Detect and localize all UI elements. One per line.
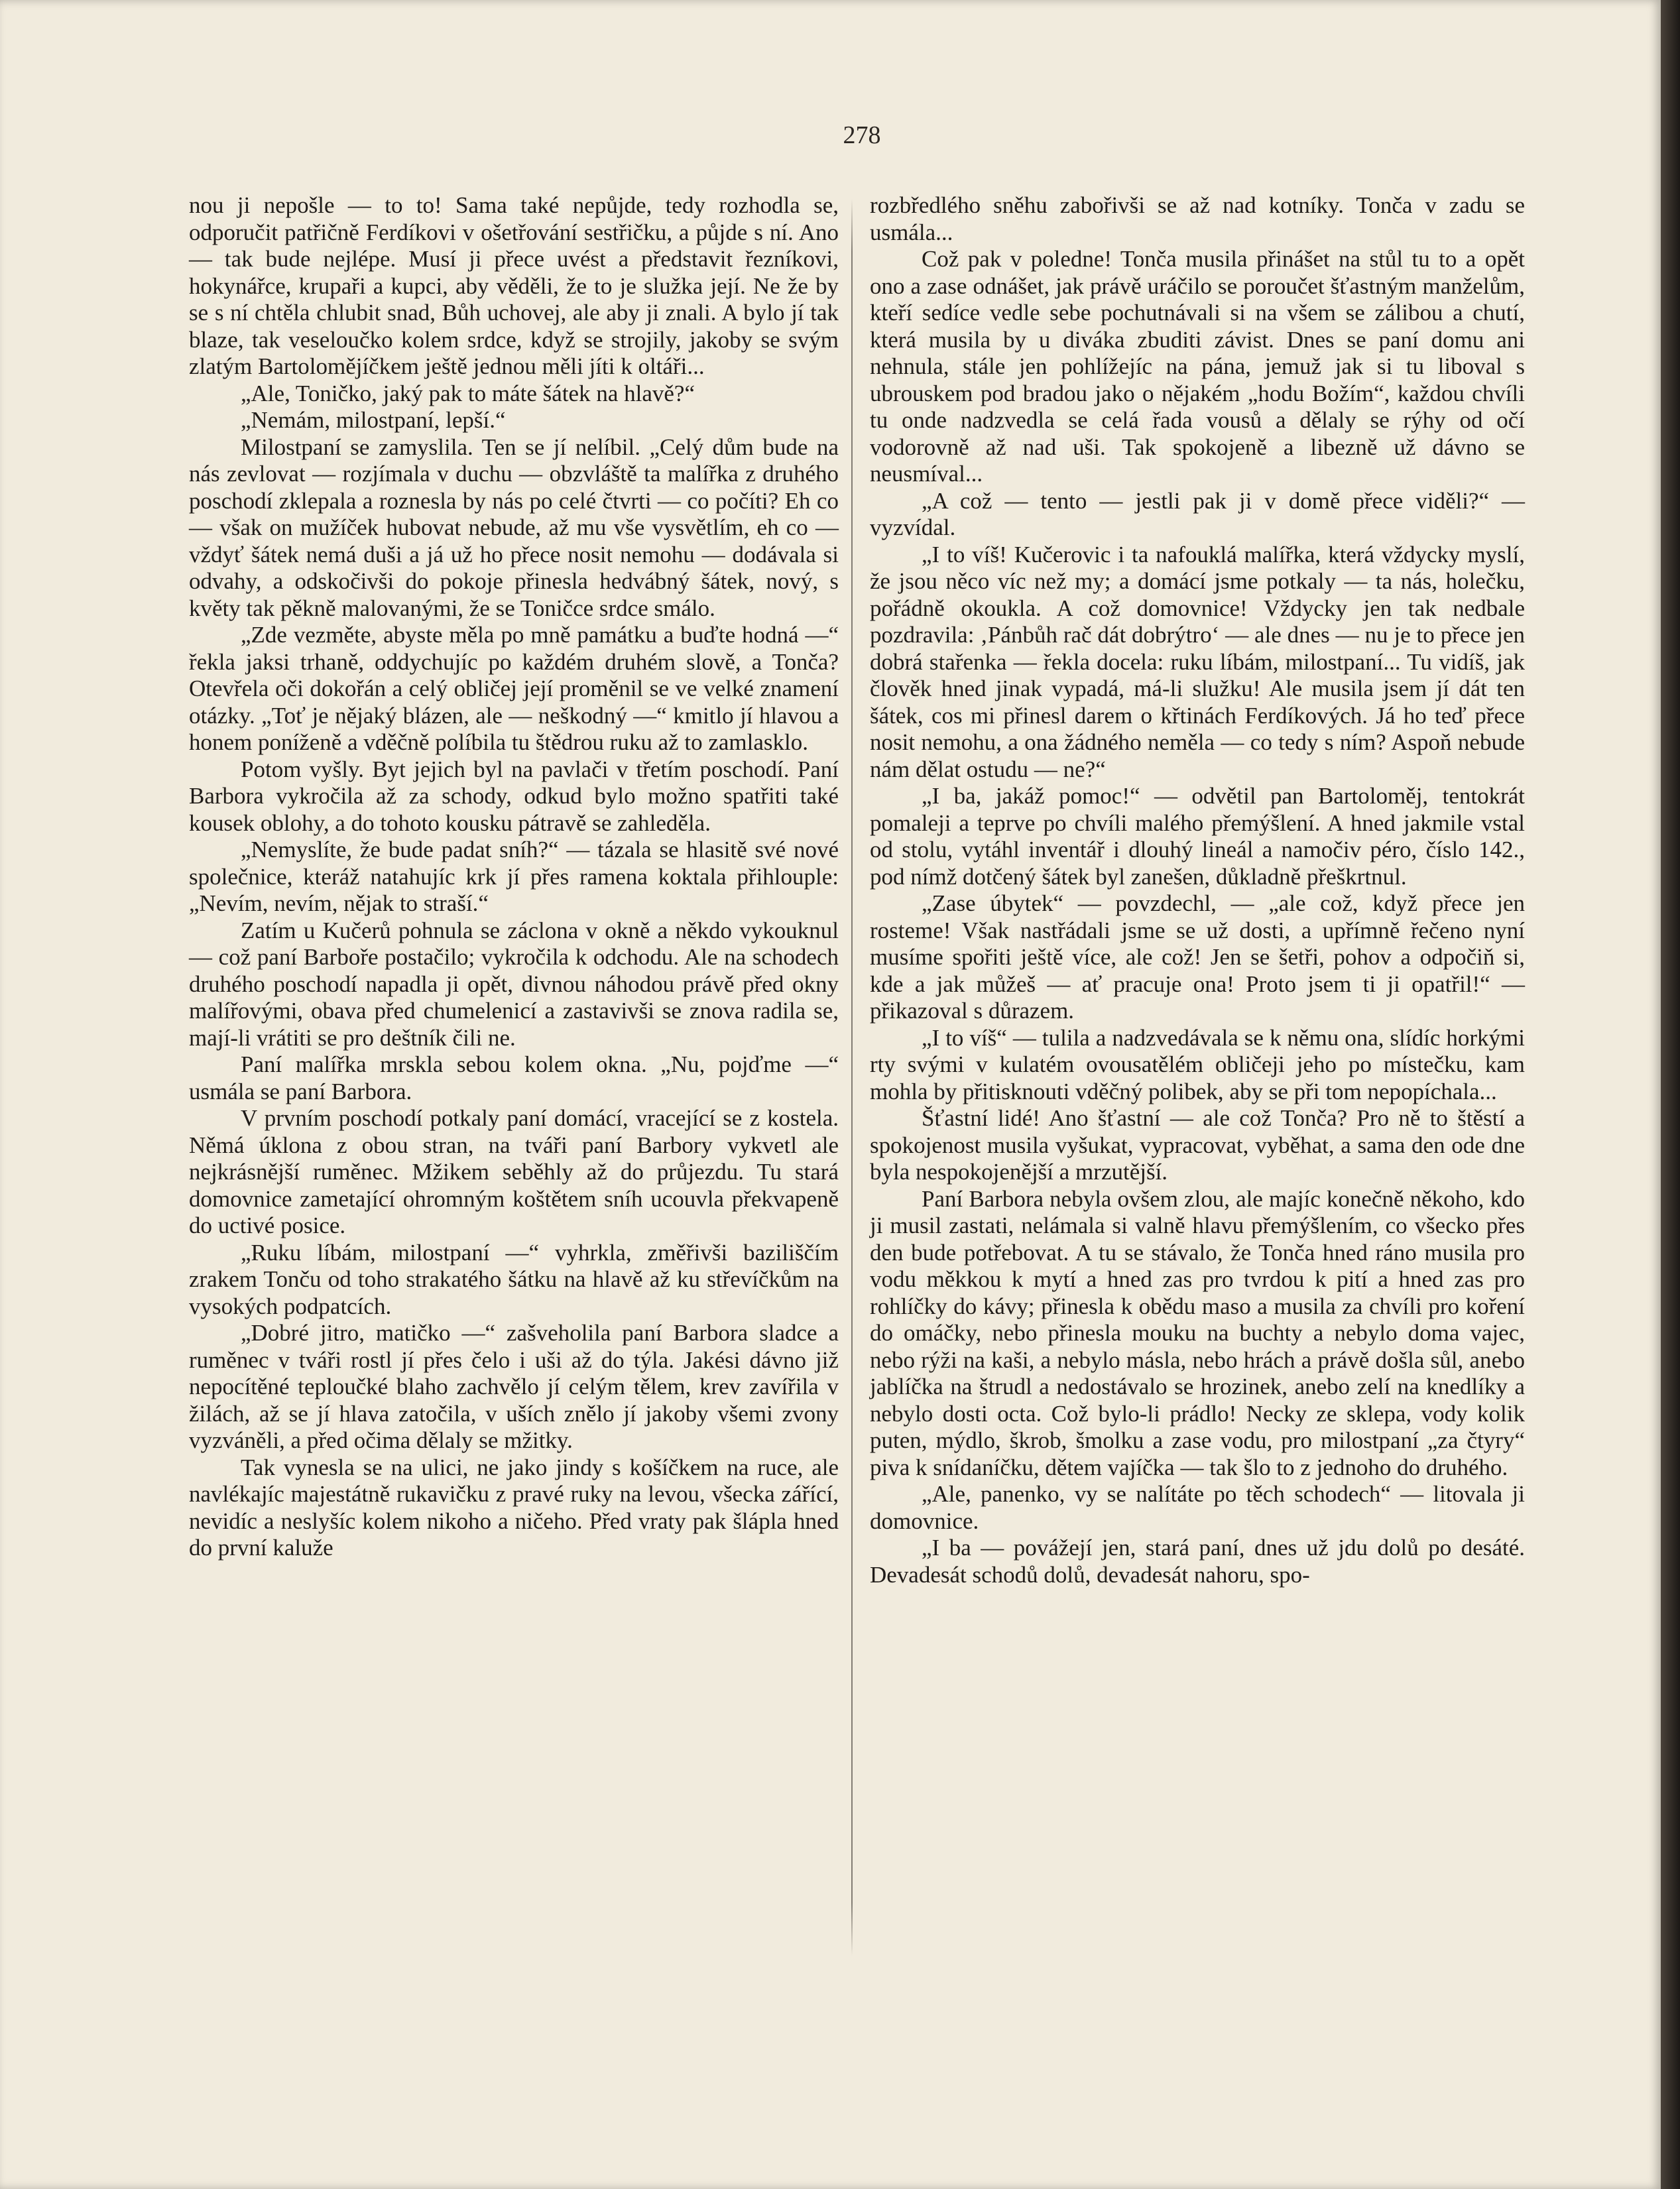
paragraph: Zatím u Kučerů pohnula se záclona v okně a někdo vykouknul — což paní Barboře postačilo; vykročila k odchodu. Ale na schodech druhého poschodí napadla ji opět, divnou náhodou právě před okny malířovými, obava před chumelenicí a zastavivši se znova radila se, mají-li vrátiti se pro deštník čili ne. (189, 917, 839, 1051)
paragraph: „Nemyslíte, že bude padat sníh?“ — tázala se hlasitě své nové společnice, kteráž natahujíc krk jí přes ramena koktala přihlouple: „Nevím, nevím, nějak to straší.“ (189, 837, 839, 916)
column-divider (851, 199, 853, 1956)
paragraph: nou ji nepošle — to to! Sama také nepůjde, tedy rozhodla se, odporučit patřičně Ferdíkovi v ošetřování sestřičku, a půjde s ní. Ano — tak bude nejlépe. Musí ji přece uvést a představit řezníkovi, hokynářce, krupaři a kupci, aby věděli, že to je služka její. Ne že by se s ní chtěla chlubit snad, Bůh uchovej, ale aby ji znali. A bylo jí tak blaze, tak veseloučko kolem srdce, když se strojily, jakoby se svým zlatým Bartolomějíčkem ještě jednou měli jíti k oltáři... (189, 192, 839, 379)
paragraph: „Zde vezměte, abyste měla po mně památku a buďte hodná —“ řekla jaksi trhaně, oddychujíc po každém druhém slově, a Tonča? Otevřela oči dokořán a celý obličej její proměnil se ve velké znamení otázky. „Toť je nějaký blázen, ale — neškodný —“ kmitlo jí hlavou a honem poníženě a vděčně políbila tu štědrou ruku až to zamlasklo. (189, 622, 839, 755)
paragraph: „I ba, jakáž pomoc!“ — odvětil pan Bartoloměj, tentokrát pomaleji a teprve po chvíli malého přemýšlení. A hned jakmile vstal od stolu, vytáhl inventář i dlouhý lineál a namočiv péro, číslo 142., pod nímž dotčený šátek byl zanešen, důkladně přeškrtnul. (870, 783, 1525, 890)
paragraph: Paní malířka mrskla sebou kolem okna. „Nu, pojďme —“ usmála se paní Barbora. (189, 1051, 839, 1104)
page-edge (1661, 0, 1680, 2189)
paragraph: V prvním poschodí potkaly paní domácí, vracející se z kostela. Němá úklona z obou stran, na tváři paní Barbory vykvetl ale nejkrásnější ruměnec. Mžikem seběhly až do průjezdu. Tu stará domovnice zametající ohromným koštětem sníh ucouvla překvapeně do uctivé posice. (189, 1105, 839, 1238)
paragraph: rozbředlého sněhu zabořivši se až nad kotníky. Tonča v zadu se usmála... (870, 192, 1525, 245)
right-text-column (870, 192, 1525, 1588)
paragraph: „A což — tento — jestli pak ji v domě přece viděli?“ — vyzvídal. (870, 487, 1525, 540)
paragraph: Potom vyšly. Byt jejich byl na pavlači v třetím poschodí. Paní Barbora vykročila až za schody, odkud bylo možno spatřiti také kousek oblohy, a do tohoto kousku pátravě se zahleděla. (189, 756, 839, 836)
paragraph: „Nemám, milostpaní, lepší.“ (241, 407, 506, 433)
left-text-column (189, 192, 839, 1562)
paragraph: Šťastní lidé! Ano šťastní — ale což Tonča? Pro ně to štěstí a spokojenost musila vyšukat, vypracovat, vyběhat, a sama den ode dne byla nespokojenější a mrzutější. (870, 1105, 1525, 1185)
paragraph: „Ale, Toničko, jaký pak to máte šátek na hlavě?“ (241, 380, 695, 406)
paragraph: „Ale, panenko, vy se nalítáte po těch schodech“ — litovala ji domovnice. (870, 1481, 1525, 1534)
paragraph: „Dobré jitro, matičko —“ zašveholila paní Barbora sladce a ruměnec v tváři rostl jí přes čelo i uši až do týla. Jakési dávno již nepocítěné teploučké blaho zachvělo jí celým tělem, krev zavířila v žilách, až se jí hlava zatočila, v uších znělo jí jakoby všemi zvony vyzváněli, a před očima dělaly se mžitky. (189, 1320, 839, 1453)
paragraph: „Ruku líbám, milostpaní —“ vyhrkla, změřivši bazilišč​ím zrakem Tonču od toho strakatého šátku na hlavě až ku střevíčkům na vysokých podpatcích. (189, 1239, 839, 1319)
page-number: 278 (843, 121, 881, 149)
paragraph: Milostpaní se zamyslila. Ten se jí nelíbil. „Celý dům bude na nás zevlovat — rozjímala v duchu — obzvláště ta malířka z druhého poschodí zklepala a roznesla by nás po celé čtvrti — co počíti? Eh co — však on mužíček hubovat nebude, až mu vše vysvětlím, eh co — vždyť šátek nemá duši a já už ho přece nosit nemohu — dodávala si odvahy, a odskočivši do pokoje přinesla hedvábný šátek, nový, s květy tak pěkně malovanými, že se Toničce srdce smálo. (189, 434, 839, 621)
paragraph: „I to víš“ — tulila a nadzvedávala se k němu ona, slídíc horkými rty svými v kulatém ovousatělém obličeji jeho po místečku, kam mohla by přitisknouti vděčný polibek, aby se při tom nepopíchala... (870, 1024, 1525, 1104)
paragraph: Tak vynesla se na ulici, ne jako jindy s košíčkem na ruce, ale navlékajíc majestátně rukavičku z pravé ruky na levou, všecka zářící, nevidíc a neslyšíc kolem nikoho a ničeho. Před vraty pak šlápla hned do první kaluže (189, 1454, 839, 1561)
paragraph: „I ba — povážejí jen, stará paní, dnes už jdu dolů po desáté. Devadesát schodů dolů, devadesát nahoru, spo- (870, 1535, 1525, 1588)
paragraph: Což pak v poledne! Tonča musila přinášet na stůl tu to a opět ono a zase odnášet, jak právě uráčilo se poroučet šťastným manželům, kteří sedíce vedle sebe pochutnávali si na všem se zálibou a chutí, která musila by u diváka zbuditi závist. Dnes se paní domu ani nehnula, stále jen pohlížejíc na pána, jemuž jak si tu liboval s ubrouskem pod bradou jako o nějakém „hodu Božím“, každou chvíli tu onde nadzvedla se celá řada vousů a dělaly se rýhy od očí vodorovně až nad uši. Tak spokojeně a libezně už dávno se neusmíval... (870, 246, 1525, 487)
paragraph: „Zase úbytek“ — povzdechl, — „ale což, když přece jen rosteme! Však nastřádali jsme se už dosti, a upřímně řečeno nyní musíme spořiti ještě více, ale což! Jen se šetři, pohov a odpočiň si, kde a jak můžeš — ať pracuje ona! Proto jsem ti ji opatřil!“ — přikazoval s důrazem. (870, 890, 1525, 1024)
paragraph: „I to víš! Kučerovic i ta nafouklá malířka, která vždycky myslí, že jsou něco víc než my; a domácí jsme potkaly — ta nás, holečku, pořádně okoukla. A což domovnice! Vždycky jen tak nedbale pozdravila: ‚Pánbůh rač dát dobrýtro‘ — ale dnes — nu je to přece jen dobrá stařenka — řekla docela: ruku líbám, milostpaní... Tu vidíš, jak člověk hned jinak vypadá, má-li služku! Ale musila jsem jí dát ten šátek, cos mi přinesl darem o křtinách Ferdíkových. Já ho teď přece nosit nemohu, a ona žádného neměla — co tedy s ním? Aspoň nebude nám dělat ostudu — ne?“ (870, 541, 1525, 782)
paragraph: Paní Barbora nebyla ovšem zlou, ale majíc konečně někoho, kdo ji musil zastati, nelámala si valně hlavu přemýšlením, co všecko přes den bude potřebovat. A tu se stávalo, že Tonča hned ráno musila pro vodu měkkou k mytí a hned zas pro tvrdou k pití a hned zas pro rohlíčky do kávy; přinesla k obědu maso a musila za chvíli pro koření do omáčky, nebo přinesla mouku na buchty a nebylo doma vajec, nebo rýži na kaši, a nebylo másla, nebo hrách a právě došla sůl, anebo jablíčka na štrudl a nedostávalo se hrozinek, anebo zelí na knedlíky a nebylo dosti octa. Což bylo-li prádlo! Necky ze sklepa, vody kolik puten, mýdlo, škrob, šmolku a zase vodu, pro milostpaní „za čtyry“ piva k snídaníčku, dětem vajíčka — tak šlo to z jednoho do druhého. (870, 1185, 1525, 1480)
